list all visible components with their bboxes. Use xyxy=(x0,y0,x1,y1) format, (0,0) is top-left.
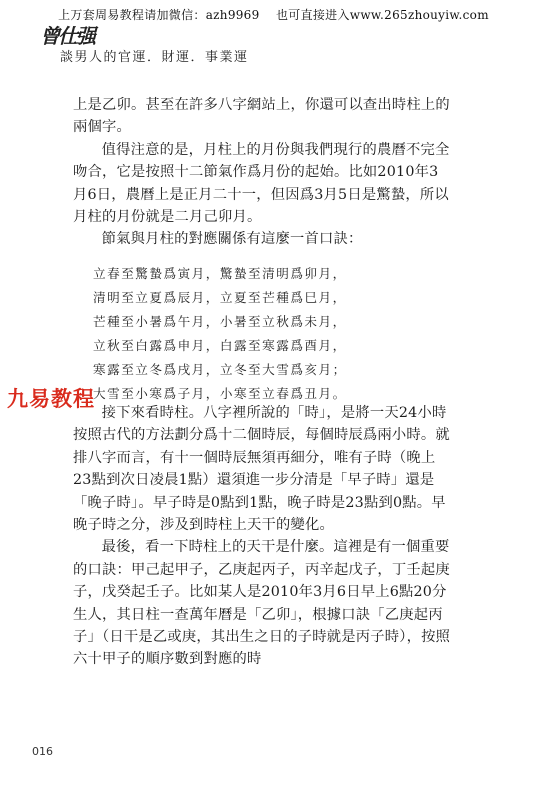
logo-text: 曾仕强 xyxy=(40,24,94,48)
paragraph: 最後，看一下時柱上的天干是什麼。這裡是有一個重要的口訣：甲己起甲子，乙庚起丙子，丙辛起戊子，丁壬起庚子，戊癸起壬子。比如某人是2010年3月6日早上6點20分生人，其日柱一查萬年曆是「乙卯」，根據口訣「乙庚起丙子」（日干是乙或庚，其出生之日的子時就是丙子時），按照六十甲子的順序數到對應的時 xyxy=(73,539,451,668)
page-number: 016 xyxy=(32,745,53,758)
verse-line: 寒露至立冬爲戌月，立冬至大雪爲亥月； xyxy=(93,362,347,377)
book-subtitle: 談男人的官運．財運．事業運 xyxy=(60,50,249,65)
body-text-top xyxy=(73,94,451,251)
body-text-bottom xyxy=(73,402,451,671)
verse-line: 大雪至小寒爲子月，小寒至立春爲丑月。 xyxy=(93,386,347,401)
watermark-logo: 九易教程 xyxy=(7,387,95,411)
verse-line: 芒種至小暑爲午月，小暑至立秋爲未月， xyxy=(93,314,347,329)
paragraph: 節氣與月柱的對應關係有這麼一首口訣： xyxy=(101,231,363,248)
paragraph: 上是乙卯。甚至在許多八字網站上，你還可以查出時柱上的兩個字。 xyxy=(73,97,450,136)
verse-block xyxy=(93,262,453,406)
paragraph: 接下來看時柱。八字裡所說的「時」，是將一天24小時按照古代的方法劃分爲十二個時辰，每個時辰爲兩小時。就排八字而言，有十一個時辰無須再細分，唯有子時（晚上23點到次日凌晨1點）還須進一步分清是「早子時」還是「晚子時」。早子時是0點到1點，晚子時是23點到0點。早晚子時之分，涉及到時柱上天干的變化。 xyxy=(73,405,450,534)
verse-line: 立秋至白露爲申月，白露至寒露爲酉月， xyxy=(93,338,347,353)
verse-line: 清明至立夏爲辰月，立夏至芒種爲巳月， xyxy=(93,290,347,305)
paragraph: 值得注意的是，月柱上的月份與我們現行的農曆不完全吻合，它是按照十二節氣作爲月份的起始。比如2010年3月6日，農曆上是正月二十一，但因爲3月5日是驚蟄，所以月柱的月份就是二月己卯月。 xyxy=(73,141,450,226)
top-banner: 上万套周易教程请加微信：azh9969 也可直接进入www.265zhouyiw.com xyxy=(58,8,489,22)
verse-line: 立春至驚蟄爲寅月，驚蟄至清明爲卯月， xyxy=(93,266,347,281)
